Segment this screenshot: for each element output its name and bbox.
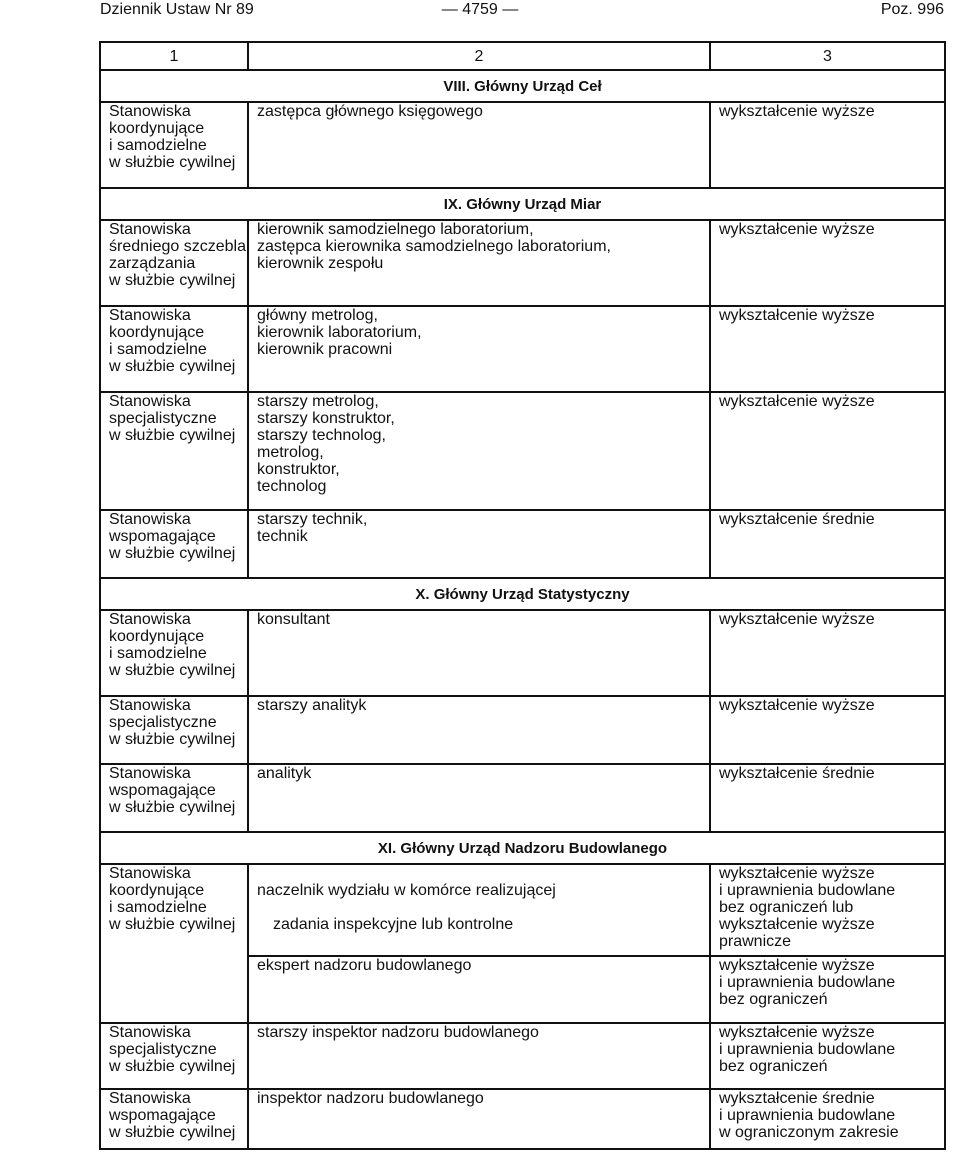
section-title: VIII. Główny Urząd Ceł	[100, 70, 945, 102]
requirement-cell: wykształcenie wyższe	[710, 306, 945, 392]
position-number: Poz. 996	[880, 1, 944, 18]
position-cell: zastępca głównego księgowego	[248, 102, 710, 188]
category-cell: Stanowiska specjalistyczne w służbie cywilnej	[100, 392, 248, 510]
position-cell: główny metrolog, kierownik laboratorium, kierownik pracowni	[248, 306, 710, 392]
position-cell: starszy metrolog, starszy konstruktor, starszy technolog, metrolog, konstruktor, technolog	[248, 392, 710, 510]
category-cell: Stanowiska koordynujące i samodzielne w służbie cywilnej	[100, 864, 248, 1023]
table-row	[100, 102, 945, 188]
section-title: IX. Główny Urząd Miar	[100, 188, 945, 220]
requirement-cell: wykształcenie wyższe i uprawnienia budowlane bez ograniczeń lub wykształcenie wyższe prawnicze	[710, 864, 945, 956]
position-cell: starszy technik, technik	[248, 510, 710, 578]
category-cell: Stanowiska specjalistyczne w służbie cywilnej	[100, 1023, 248, 1089]
position-cell: inspektor nadzoru budowlanego	[248, 1089, 710, 1149]
requirement-cell: wykształcenie wyższe i uprawnienia budowlane bez ograniczeń	[710, 1023, 945, 1089]
table-row	[100, 510, 945, 578]
column-number-row	[100, 42, 945, 70]
section-title: X. Główny Urząd Statystyczny	[100, 578, 945, 610]
requirement-cell: wykształcenie średnie	[710, 764, 945, 832]
table-row	[100, 1023, 945, 1089]
table-row	[100, 220, 945, 306]
page-header	[0, 0, 960, 22]
requirement-cell: wykształcenie średnie i uprawnienia budowlane w ograniczonym zakresie	[710, 1089, 945, 1149]
category-cell: Stanowiska koordynujące i samodzielne w służbie cywilnej	[100, 102, 248, 188]
requirement-cell: wykształcenie wyższe i uprawnienia budowlane bez ograniczeń	[710, 956, 945, 1023]
requirement-cell: wykształcenie wyższe	[710, 220, 945, 306]
section-title: XI. Główny Urząd Nadzoru Budowlanego	[100, 832, 945, 864]
category-cell: Stanowiska koordynujące i samodzielne w służbie cywilnej	[100, 610, 248, 696]
section-heading-row	[100, 832, 945, 864]
requirement-cell: wykształcenie wyższe	[710, 696, 945, 764]
position-line: naczelnik wydziału w komórce realizującej	[257, 882, 556, 899]
section-heading-row	[100, 188, 945, 220]
table-row	[100, 1089, 945, 1149]
position-cell: starszy inspektor nadzoru budowlanego	[248, 1023, 710, 1089]
table-row	[100, 696, 945, 764]
position-cell	[248, 864, 710, 956]
category-cell: Stanowiska wspomagające w służbie cywilnej	[100, 1089, 248, 1149]
table-row	[100, 764, 945, 832]
category-cell: Stanowiska wspomagające w służbie cywilnej	[100, 764, 248, 832]
page-number: — 4759 —	[441, 1, 519, 18]
position-cell: konsultant	[248, 610, 710, 696]
category-cell: Stanowiska specjalistyczne w służbie cywilnej	[100, 696, 248, 764]
position-cell: analityk	[248, 764, 710, 832]
section-heading-row	[100, 70, 945, 102]
column-number: 3	[710, 42, 945, 70]
table-row	[100, 864, 945, 956]
positions-table	[99, 41, 946, 1150]
section-heading-row	[100, 578, 945, 610]
category-cell: Stanowiska średniego szczebla zarządzania w służbie cywilnej	[100, 220, 248, 306]
journal-title: Dziennik Ustaw Nr 89	[100, 1, 254, 18]
table-row	[100, 306, 945, 392]
table-row	[100, 610, 945, 696]
category-cell: Stanowiska wspomagające w służbie cywilnej	[100, 510, 248, 578]
category-cell: Stanowiska koordynujące i samodzielne w służbie cywilnej	[100, 306, 248, 392]
position-cell: starszy analityk	[248, 696, 710, 764]
position-line: zadania inspekcyjne lub kontrolne	[273, 916, 514, 933]
table-row	[100, 392, 945, 510]
requirement-cell: wykształcenie wyższe	[710, 610, 945, 696]
position-cell: ekspert nadzoru budowlanego	[248, 956, 710, 1023]
requirement-cell: wykształcenie wyższe	[710, 102, 945, 188]
column-number: 2	[248, 42, 710, 70]
requirement-cell: wykształcenie średnie	[710, 510, 945, 578]
position-cell: kierownik samodzielnego laboratorium, zastępca kierownika samodzielnego laboratorium, kierownik zespołu	[248, 220, 710, 306]
requirement-cell: wykształcenie wyższe	[710, 392, 945, 510]
column-number: 1	[100, 42, 248, 70]
